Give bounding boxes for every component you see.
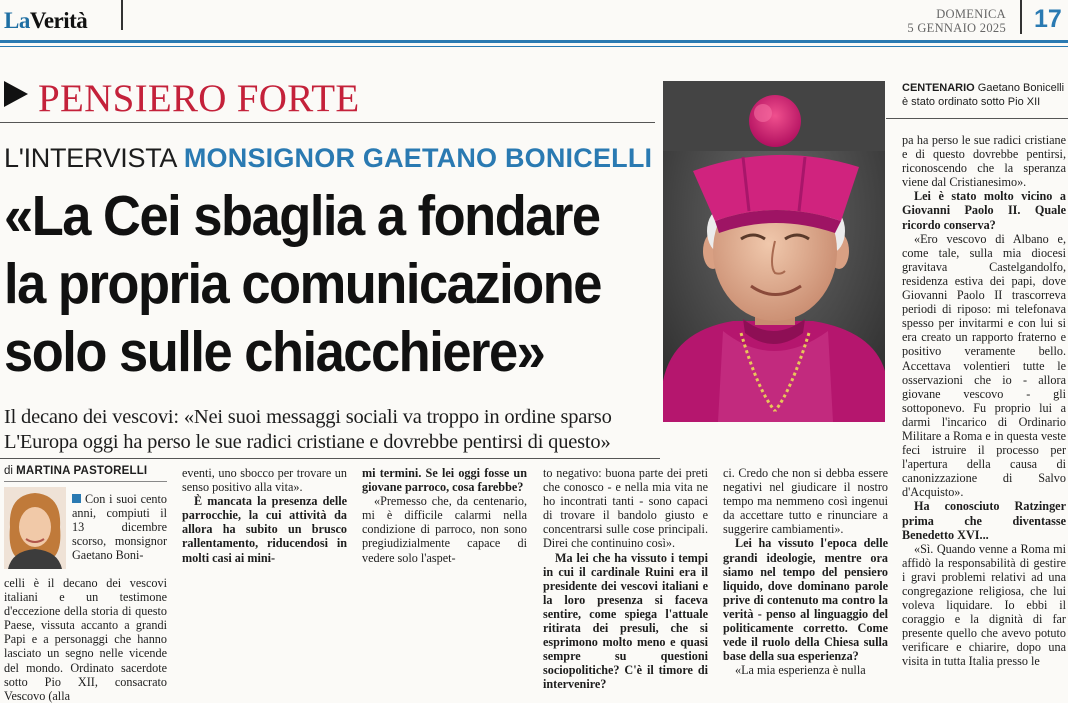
article-column-6: [902, 133, 1066, 686]
caption-rule: [886, 118, 1068, 119]
article-column-1-top: [72, 492, 167, 574]
column-text: pa ha perso le sue radici cristiane e di questo dovrebbe pentirsi, riconoscendo che la speranza viene dal Cristianesimo».: [902, 133, 1066, 190]
subheadline-line: Il decano dei vescovi: «Nei suoi messaggi sociali va troppo in ordine sparso: [4, 406, 612, 428]
kicker-label: L'INTERVISTA: [4, 143, 178, 173]
byline-author: MARTINA PASTORELLI: [16, 465, 148, 477]
column-text: «Ero vescovo di Albano e, come tale, sulla mia diocesi gravitava Castelgandolfo, residenza estiva dei papi, dove Giovanni Paolo II trascorreva periodi di riposo: mi telefonava spesso per invitarmi e con lui si era creato un rapporto fraterno e positivo veramente bello. Accettava volentieri tutte le osservazioni che io - allora giovane vescovo - gli sottoponevo. Fu proprio lui a darmi l'incarico di Ordinario Militare a Roma e in questa veste feci istruire il processo per l'apertura della causa di canonizzazione di Salvo d'Acquisto».: [902, 231, 1066, 500]
page-number: 17: [1034, 5, 1062, 33]
square-bullet-icon: [72, 494, 81, 503]
column-text: «Sì. Quando venne a Roma mi affidò la responsabilità di gestire i gravi problemi relativi ad una congregazione religiosa, che lui voleva liquidare. Io ebbi il coraggio e la dignità di far presente quello che avevo potuto verificare e chiarire, dopo una visita in tutta Italia presso le: [902, 541, 1066, 669]
interview-question: mi termini. Se lei oggi fosse un giovane parroco, cosa farebbe?: [362, 466, 527, 495]
article-column-4: [543, 466, 708, 692]
headline-line: solo sulle chiacchiere»: [4, 320, 545, 384]
masthead-divider: [1020, 0, 1022, 34]
interview-question: Lei è stato molto vicino a Giovanni Paolo II. Quale ricordo conserva?: [902, 189, 1066, 232]
article-column-2: [182, 466, 347, 686]
author-illustration: [4, 487, 66, 569]
interview-question: Lei ha vissuto l'epoca delle grandi ideologie, mentre ora siamo nel tempo del pensiero liquido, dove dominano parole prive di contenuto ma contro la verità - penso al linguaggio del politicamente corretto. Come vede il ruolo della Chiesa sulla base della sua esperienza?: [723, 536, 888, 664]
column-text: ci. Credo che non si debba essere negativi nel giudicare il nostro tempo ma nemmeno così ingenui da accettare tutto e rinunciare a suggerire cambiamenti».: [723, 466, 888, 537]
column-text: eventi, uno sbocco per trovare un senso positivo alla vita».: [182, 466, 347, 495]
byline-rule: [4, 481, 167, 482]
issue-date-text: 5 GENNAIO 2025: [907, 21, 1006, 35]
byline-prefix: di: [4, 465, 13, 477]
interview-question: È mancata la presenza delle parrocchie, la cui attività da allora ha subito un brusco rallentamento, riducendosi in molti casi ai mini-: [182, 494, 347, 565]
article-column-1-bottom: [4, 576, 167, 703]
masthead-rule-thin: [0, 46, 1068, 47]
interview-question: Ha conosciuto Ratzinger prima che diventasse Benedetto XVI...: [902, 499, 1066, 542]
newspaper-logo: LaVerità: [4, 8, 88, 33]
headline-line: «La Cei sbaglia a fondare: [4, 184, 600, 248]
rubric-rule: [0, 122, 655, 123]
rubric-text: PENSIERO FORTE: [38, 77, 360, 120]
subheadline: [4, 405, 664, 455]
article-column-3: [362, 466, 527, 686]
issue-date: [907, 7, 1006, 35]
bishop-portrait-photo: [663, 81, 885, 422]
deck-rule: [0, 458, 660, 459]
byline: [4, 465, 147, 477]
column-text: «Premesso che, da centenario, mi è difficile calarmi nella condizione di parroco, non sono pregiudizialmente capace di vedere solo l'aspet-: [362, 494, 527, 565]
portrait-illustration: [663, 81, 885, 422]
triangle-right-icon: [4, 81, 28, 107]
kicker-interviewee: MONSIGNOR GAETANO BONICELLI: [183, 143, 653, 173]
issue-day: DOMENICA: [936, 7, 1006, 21]
caption-text: Gaetano Bonicelli è stato ordinato sotto Pio XII: [902, 82, 1065, 108]
headline: [4, 182, 611, 386]
section-rubric: [4, 78, 359, 120]
masthead-divider: [121, 0, 123, 30]
column-text: celli è il decano dei vescovi italiani e un testimone d'eccezione della storia di questo Paese, vissuta accanto a grandi Papi e a personaggi che hanno lasciato un segno nelle vicende del mondo. Ordinato sacerdote sotto Pio XII, consacrato Vescovo (alla: [4, 576, 167, 703]
headline-line: la propria comunicazione: [4, 252, 602, 316]
column-text: «La mia esperienza è nulla: [735, 663, 866, 678]
masthead-rule: [0, 40, 1068, 43]
photo-caption: [902, 81, 1066, 109]
interview-question: Ma lei che ha vissuto i tempi in cui il cardinale Ruini era il presidente dei vescovi italiani e la loro presenza si faceva sentire, come spiega l'attuale ritirata dei presuli, che si esprimono molto meno e quasi sempre su questioni sociopolitiche? C'è il timore di intervenire?: [543, 550, 708, 692]
column-text: to negativo: buona parte dei preti che conosco - e nella mia vita ne ho incontrati tanti - sono capaci di trovare il bandolo giusto e concentrarsi sulle cose principali. Direi che continuino così».: [543, 466, 708, 551]
kicker: [4, 143, 652, 173]
column-text: Con i suoi cento anni, compiuti il 13 dicembre scorso, monsignor Gaetano Boni-: [72, 492, 167, 563]
subheadline-line: L'Europa oggi ha perso le sue radici cristiane e dovrebbe pentirsi di questo»: [4, 431, 611, 453]
article-column-5: [723, 466, 888, 686]
author-photo: [4, 487, 66, 569]
caption-label: CENTENARIO: [902, 82, 975, 94]
